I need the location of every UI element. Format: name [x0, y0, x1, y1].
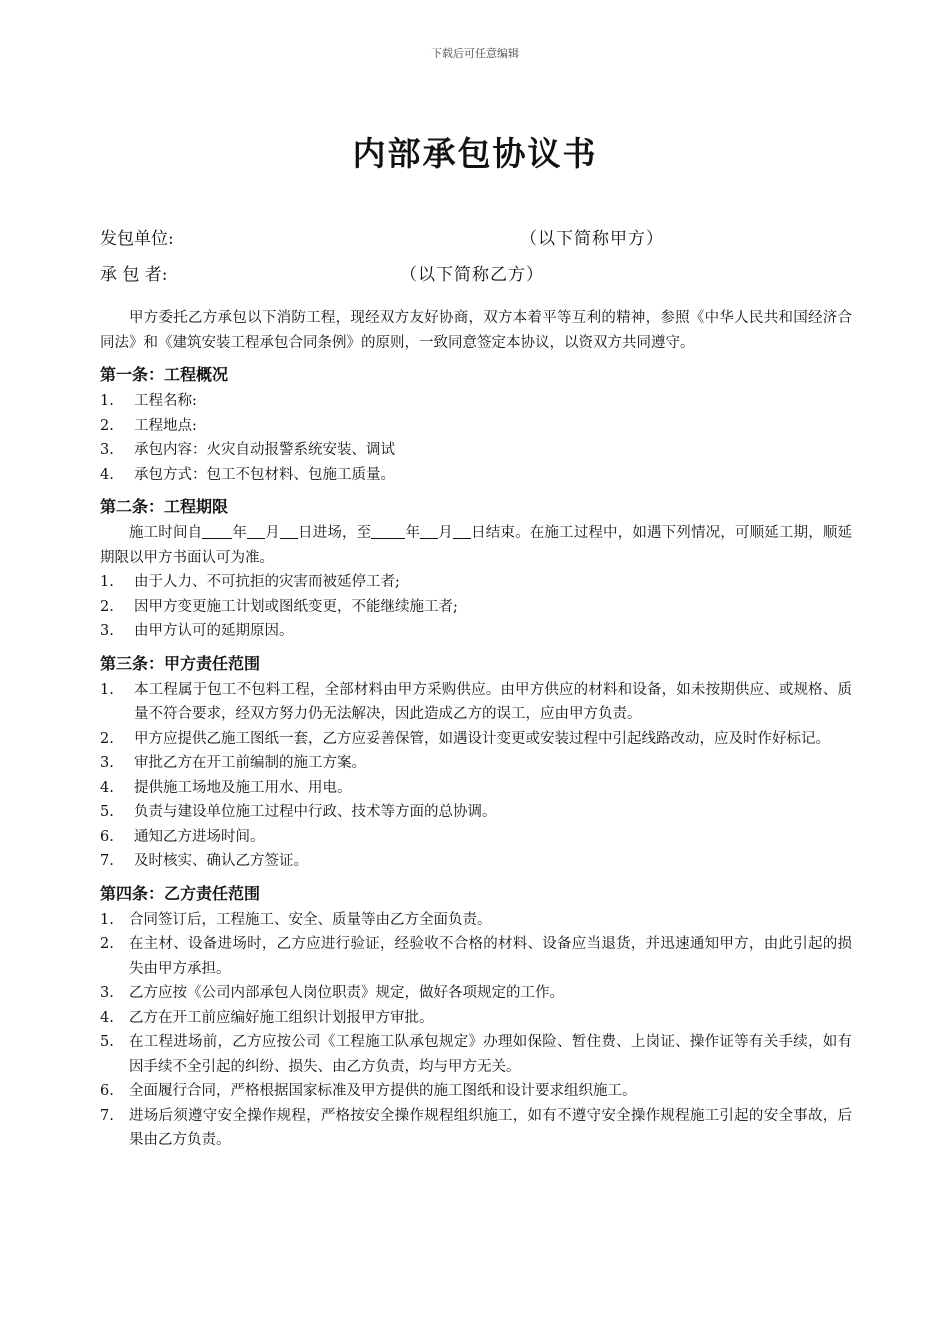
item-text: 在工程进场前，乙方应按公司《工程施工队承包规定》办理如保险、暂住费、上岗证、操作证等有关手续，如有因手续不全引起的纠纷、损失、由乙方负责，均与甲方无关。	[129, 1034, 852, 1075]
item-number: 5.	[100, 804, 114, 820]
list-item	[100, 438, 852, 463]
item-text: 承包方式：包工不包材料、包施工质量。	[134, 466, 395, 483]
list-item	[100, 414, 852, 439]
intro-paragraph: 甲方委托乙方承包以下消防工程，现经双方友好协商，双方本着平等互利的精神，参照《中华人民共和国经济合同法》和《建筑安装工程承包合同条例》的原则，一致同意签定本协议，以资双方共同遵守。	[100, 310, 852, 351]
item-text: 乙方应按《公司内部承包人岗位职责》规定，做好各项规定的工作。	[129, 985, 564, 1001]
blank-start-year	[202, 524, 232, 539]
employer-line	[100, 224, 860, 249]
list-item	[100, 1006, 852, 1031]
item-text: 全面履行合同，严格根据国家标准及甲方提供的施工图纸和设计要求组织施工。	[129, 1083, 637, 1099]
schedule-paragraph	[100, 521, 852, 570]
list-item	[100, 678, 852, 727]
list-item	[100, 463, 852, 488]
blank-start-month	[247, 524, 265, 539]
item-number: 4.	[100, 466, 114, 483]
schedule-text-start: 施工时间自	[129, 525, 203, 541]
item-text: 工程名称:	[134, 393, 197, 409]
document-title: 内部承包协议书	[352, 134, 598, 173]
section-1-list	[100, 389, 852, 487]
blank-end-day	[453, 524, 471, 539]
section-2-title: 第二条：工程期限	[100, 497, 229, 516]
item-number: 2.	[100, 598, 114, 615]
contractor-line	[100, 260, 860, 285]
item-text: 由于人力、不可抗拒的灾害而被延停工者;	[134, 574, 400, 590]
list-item	[100, 727, 852, 752]
list-item	[100, 570, 852, 595]
item-number: 2.	[100, 936, 114, 952]
list-item	[100, 825, 852, 850]
item-number: 3.	[100, 755, 114, 771]
item-number: 6.	[100, 828, 114, 845]
item-number: 3.	[100, 985, 114, 1001]
item-text: 甲方应提供乙施工图纸一套，乙方应妥善保管，如遇设计变更或安装过程中引起线路改动，应及时作好标记。	[134, 730, 830, 747]
list-item	[100, 1030, 852, 1079]
item-number: 7.	[100, 853, 114, 869]
item-text: 工程地点:	[134, 417, 197, 434]
list-item	[100, 932, 852, 981]
item-number: 1.	[100, 393, 114, 409]
item-number: 5.	[100, 1034, 114, 1050]
item-text: 本工程属于包工不包料工程，全部材料由甲方采购供应。由甲方供应的材料和设备，如未按期供应、或规格、质量不符合要求，经双方努力仍无法解决，因此造成乙方的误工，应由甲方负责。	[134, 681, 852, 722]
blank-start-day	[280, 524, 298, 539]
list-item	[100, 389, 852, 414]
item-text: 合同签订后，工程施工、安全、质量等由乙方全面负责。	[129, 911, 492, 928]
item-text: 承包内容：火灾自动报警系统安装、调试	[134, 442, 395, 458]
list-item	[100, 776, 852, 801]
item-text: 由甲方认可的延期原因。	[134, 623, 294, 639]
list-item	[100, 1079, 852, 1104]
schedule-text-mid: 日进场，至	[297, 525, 372, 541]
year-word: 年	[405, 525, 421, 541]
list-item	[100, 908, 852, 933]
item-number: 2.	[100, 730, 114, 747]
section-3-list	[100, 678, 852, 874]
item-text: 审批乙方在开工前编制的施工方案。	[134, 755, 366, 771]
section-4-title: 第四条：乙方责任范围	[100, 883, 261, 903]
blank-end-month	[420, 524, 438, 539]
item-text: 因甲方变更施工计划或图纸变更，不能继续施工者;	[134, 598, 458, 615]
item-text: 乙方在开工前应编好施工组织计划报甲方审批。	[129, 1009, 434, 1026]
document-body	[100, 306, 852, 1153]
item-number: 3.	[100, 623, 114, 639]
list-item	[100, 981, 852, 1006]
section-3-title: 第三条：甲方责任范围	[100, 653, 261, 673]
contractor-label: 承 包 者:	[100, 265, 168, 285]
item-text: 通知乙方进场时间。	[134, 828, 265, 845]
employer-note: （以下简称甲方）	[520, 229, 664, 249]
item-text: 负责与建设单位施工过程中行政、技术等方面的总协调。	[134, 804, 497, 820]
contractor-note: （以下简称乙方）	[400, 265, 544, 285]
month-word: 月	[438, 525, 453, 541]
item-number: 1.	[100, 574, 114, 590]
item-number: 1.	[100, 911, 114, 928]
list-item	[100, 619, 852, 644]
item-number: 6.	[100, 1083, 114, 1099]
item-text: 进场后须遵守安全操作规程，严格按安全操作规程组织施工，如有不遵守安全操作规程施工引起的安全事故，后果由乙方负责。	[129, 1107, 852, 1148]
section-1-title: 第一条：工程概况	[100, 365, 229, 384]
month-word: 月	[265, 525, 280, 541]
item-number: 2.	[100, 417, 114, 434]
item-text: 及时核实、确认乙方签证。	[134, 853, 308, 869]
employer-label: 发包单位:	[100, 229, 174, 249]
list-item	[100, 595, 852, 620]
item-number: 7.	[100, 1107, 114, 1124]
section-2-list	[100, 570, 852, 644]
list-item	[100, 849, 852, 874]
item-number: 4.	[100, 779, 114, 796]
list-item	[100, 1104, 852, 1153]
list-item	[100, 800, 852, 825]
year-word: 年	[232, 525, 248, 541]
item-number: 3.	[100, 442, 114, 458]
section-4-list	[100, 908, 852, 1153]
list-item	[100, 751, 852, 776]
blank-end-year	[371, 524, 405, 539]
item-text: 提供施工场地及施工用水、用电。	[134, 779, 352, 796]
schedule-text-end: 日结束。在施工过程中，如遇下列情况，可顺延工期，顺延期限以甲方书面认可为准。	[100, 525, 853, 566]
item-number: 1.	[100, 681, 114, 698]
item-number: 4.	[100, 1009, 114, 1026]
page-header-note: 下载后可任意编辑	[431, 47, 519, 60]
item-text: 在主材、设备进场时，乙方应进行验证，经验收不合格的材料、设备应当退货，并迅速通知甲方，由此引起的损失由甲方承担。	[129, 936, 852, 977]
